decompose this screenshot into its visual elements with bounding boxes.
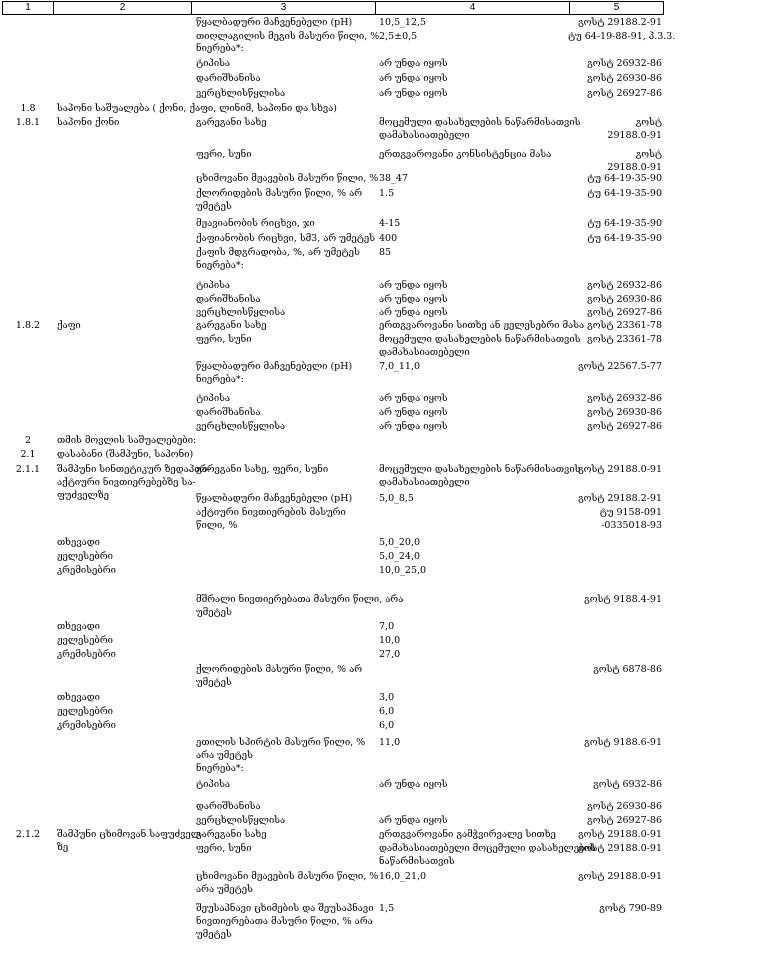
cell-c4: 10,0 (379, 635, 401, 646)
cell-c5: გოსტ 26927-86 (587, 421, 662, 432)
cell-c2: ზე (57, 842, 69, 853)
cell-c3: დარიშხანისა (196, 801, 261, 812)
cell-c3: შეუსაპნავი ცხიმების და შეუსაპნავი (196, 903, 374, 914)
cell-c4: არ უნდა იყოს (379, 779, 448, 790)
cell-c3: არა უმეტეს (196, 884, 253, 895)
cell-c4: დამახასიათებელი მოცემული დასახელების (379, 843, 596, 854)
cell-c4: არ უნდა იყოს (379, 280, 448, 291)
cell-c4: მოცემული დასახელების ნაწარმისათვის (379, 334, 581, 345)
cell-c5: გოსტ 29188.2-91 (578, 17, 662, 28)
cell-c5: გოსტ 9188.6-91 (584, 737, 662, 748)
cell-c4: დამახასიათებელი (379, 477, 470, 488)
cell-c3: ეთილის სპირტის მასური წილი, % (196, 737, 366, 748)
cell-c3: ქაფიანობის რიცხვი, სმ3, არ უმეტეს (196, 233, 375, 244)
cell-c4: 85 (379, 247, 392, 258)
cell-c4: არ უნდა იყოს (379, 58, 448, 69)
cell-c5: გოსტ 9188.4-91 (584, 594, 662, 605)
cell-c4: 16,0_21,0 (379, 871, 427, 882)
cell-c3: უმეტეს (196, 929, 232, 940)
cell-c3: უმეტეს (196, 607, 232, 618)
cell-c5: 29188.0-91 (607, 162, 662, 173)
cell-c2: თმის მოვლის საშუალებები: (57, 435, 197, 446)
cell-c4: ერთგვაროვანი გამჭვირვალე სითხე (379, 829, 556, 840)
cell-c3: ნიერება*: (196, 374, 244, 385)
cell-c4: 10,5_12,5 (379, 17, 427, 28)
cell-c2: თხევადი (57, 537, 100, 548)
cell-c2: დასაბანი (შამპუნი, საპონი) (57, 449, 194, 460)
cell-c4: მოცემული დასახელების ნაწარმისათვის (379, 117, 581, 128)
cell-c3: ვერცხლისწყლისა (196, 88, 286, 99)
cell-c4: 3,0 (379, 692, 395, 703)
cell-c5: გოსტ (635, 117, 662, 128)
cell-c3: ქლორიდების მასური წილი, % არ (196, 188, 363, 199)
cell-c4: 7,0_11,0 (379, 361, 421, 372)
cell-c4: 38_47 (379, 173, 408, 184)
cell-c4: დამახასიათებელი (379, 347, 470, 358)
cell-c4: ერთგვაროვანი კონსისტენცია მასა (379, 149, 552, 160)
cell-c3: დარიშხანისა (196, 294, 261, 305)
cell-c3: ქლორიდების მასური წილი, % არ (196, 664, 363, 675)
cell-c3: გარეგანი სახე (196, 320, 267, 331)
cell-c3: ვერცხლისწყლისა (196, 307, 286, 318)
cell-c4: ნაწარმისათვის (379, 856, 455, 867)
cell-c5: -0335018-93 (601, 520, 662, 531)
cell-c3: ნიერება*: (196, 260, 244, 271)
cell-c4: არ უნდა იყოს (379, 307, 448, 318)
cell-c5: ტუ 9158-091 (599, 507, 662, 518)
cell-c5: ტუ 64-19-35-90 (587, 188, 662, 199)
cell-c4: არ უნდა იყოს (379, 815, 448, 826)
cell-c3: მშრალი ნივთიერებათა მასური წილი, არა (196, 594, 404, 605)
cell-c2: ჟელესებრი (57, 706, 113, 717)
cell-c5: გოსტ 29188.0-91 (578, 843, 662, 854)
cell-c2: ჟელესებრი (57, 551, 113, 562)
cell-c2: აქტიური ნივთიერებებზე სა- (57, 477, 196, 488)
cell-c3: ნიერება*: (196, 43, 244, 54)
cell-c3: ცხიმოვანი მჟავების მასური წილი, % (196, 871, 379, 882)
cell-c5: გოსტ 26927-86 (587, 307, 662, 318)
cell-c5: გოსტ 29188.2-91 (578, 493, 662, 504)
cell-c5: გოსტ 26930-86 (587, 294, 662, 305)
cell-c2: ქაფი (57, 320, 81, 331)
cell-c3: უმეტეს (196, 677, 232, 688)
cell-c5: გოსტ 23361-78 (587, 320, 662, 331)
cell-c5: გოსტ 22567.5-77 (578, 361, 662, 372)
col-header-5: 5 (613, 2, 620, 13)
cell-c2: შამპუნი ცხიმოვან საფუძველ- (57, 829, 205, 840)
cell-c3: დარიშხანისა (196, 73, 261, 84)
cell-c4: 11,0 (379, 737, 401, 748)
cell-c2: ფუძველზე (57, 490, 109, 501)
cell-c2: შამპუნი სინთეტიკურ ზედაპირ- (57, 464, 211, 475)
cell-c4: 5,0_24,0 (379, 551, 421, 562)
cell-c5: გოსტ 26927-86 (587, 815, 662, 826)
cell-c3: თიღლაგილის მეგის მასური წილი, % (196, 31, 380, 42)
cell-c2: თხევადი (57, 692, 100, 703)
cell-c3: ტიპისა (196, 393, 231, 404)
cell-c4: 4-15 (379, 218, 401, 229)
cell-c4: 7,0 (379, 621, 395, 632)
cell-c4: არ უნდა იყოს (379, 294, 448, 305)
cell-c4: ერთგვაროვანი სითხე ან ჟელესებრი მასა (379, 320, 585, 331)
cell-c3: აქტიური ნივთიერების მასური (196, 507, 346, 518)
cell-c3: ფერი, სუნი (196, 334, 252, 345)
cell-c5: გოსტ 26927-86 (587, 88, 662, 99)
cell-c3: წყალბადური მაჩვენებელი (pH) (196, 17, 353, 28)
cell-c1: 1.8.1 (15, 117, 41, 128)
cell-c5: ტუ 64-19-35-90 (587, 233, 662, 244)
cell-c5: გოსტ 26932-86 (587, 58, 662, 69)
cell-c5: გოსტ (635, 149, 662, 160)
cell-c5: გოსტ 26930-86 (587, 407, 662, 418)
cell-c4: 5,0_20,0 (379, 537, 421, 548)
cell-c5: ტუ 64-19-35-90 (587, 218, 662, 229)
cell-c4: არ უნდა იყოს (379, 73, 448, 84)
cell-c3: გარეგანი სახე, ფერი, სუნი (196, 464, 329, 475)
col-header-2: 2 (54, 2, 192, 14)
cell-c5: გოსტ 26930-86 (587, 801, 662, 812)
cell-c5: გოსტ 26932-86 (587, 280, 662, 291)
cell-c5: გოსტ 29188.0-91 (578, 829, 662, 840)
table-header (2, 1, 664, 15)
cell-c1: 1.8 (20, 103, 36, 114)
col-header-4: 4 (376, 2, 570, 14)
cell-c4: 6,0 (379, 706, 395, 717)
col-header-1: 1 (3, 2, 54, 14)
cell-c4: 6,0 (379, 720, 395, 731)
cell-c5: გოსტ 6878-86 (593, 664, 662, 675)
cell-c4: 5,0_8,5 (379, 493, 414, 504)
cell-c2: საპონი ქონი (57, 117, 120, 128)
cell-c3: ფერი, სუნი (196, 843, 252, 854)
cell-c3: ტიპისა (196, 779, 231, 790)
cell-c2: ჟელესებრი (57, 635, 113, 646)
cell-c3: ფერი, სუნი (196, 149, 252, 160)
cell-c3: ვერცხლისწყლისა (196, 421, 286, 432)
cell-c5: გოსტ 29188.0-91 (578, 871, 662, 882)
cell-c3: მჟავიანობის რიცხვი, ჯი (196, 218, 315, 229)
cell-c1: 2.1.2 (15, 829, 41, 840)
cell-c2: კრემისებრი (57, 565, 116, 576)
cell-c1: 2.1 (20, 449, 36, 460)
cell-c5: გოსტ 23361-78 (587, 334, 662, 345)
cell-c4: არ უნდა იყოს (379, 407, 448, 418)
cell-c5: ტუ 64-19-35-90 (587, 173, 662, 184)
cell-c3: უმეტეს (196, 201, 232, 212)
cell-c2: თხევადი (57, 621, 100, 632)
cell-c5: გოსტ 6932-86 (593, 779, 662, 790)
cell-c3: ვერცხლისწყლისა (196, 815, 286, 826)
cell-c2: კრემისებრი (57, 649, 116, 660)
cell-c4: არ უნდა იყოს (379, 88, 448, 99)
cell-c1: 2 (24, 435, 32, 446)
cell-c3: ცხიმოვანი მჟავების მასური წილი, % (196, 173, 379, 184)
cell-c5: 29188.0-91 (607, 130, 662, 141)
cell-c5: გოსტ 26932-86 (587, 393, 662, 404)
cell-c3: გარეგანი სახე (196, 829, 267, 840)
cell-c2: კრემისებრი (57, 720, 116, 731)
cell-c5: გოსტ 29188.0-91 (578, 464, 662, 475)
cell-c3: ქაფის მდგრადობა, %, არ უმეტეს (196, 247, 360, 258)
cell-c3: გარეგანი სახე (196, 117, 267, 128)
cell-c4: არ უნდა იყოს (379, 393, 448, 404)
cell-c4: 27,0 (379, 649, 401, 660)
cell-c5: გოსტ 790-89 (599, 903, 662, 914)
cell-c3: არა უმეტეს (196, 750, 253, 761)
cell-c1: 1.8.2 (15, 320, 41, 331)
cell-c4: არ უნდა იყოს (379, 421, 448, 432)
cell-c4: დამახასიათებელი (379, 130, 470, 141)
cell-c3: ნივთიერებათა მასური წილი, % არა (196, 916, 373, 927)
cell-c3: წილი, % (196, 520, 238, 531)
cell-c5: გოსტ 26930-86 (587, 73, 662, 84)
cell-c3: ტიპისა (196, 58, 231, 69)
cell-c5: ტუ 64-19-88-91, პ.3.3. (568, 31, 676, 42)
col-header-3: 3 (192, 2, 376, 14)
cell-c1: 2.1.1 (15, 464, 41, 475)
cell-c3: დარიშხანისა (196, 407, 261, 418)
cell-c3: წყალბადური მაჩვენებელი (pH) (196, 493, 353, 504)
cell-c2: საპონი საშუალება ( ქონი, ქაფი, ლინიმ, საპონი და სხვა) (57, 103, 338, 114)
cell-c4: 1.5 (379, 188, 395, 199)
cell-c3: წყალბადური მაჩვენებელი (pH) (196, 361, 353, 372)
cell-c4: 2,5±0,5 (379, 31, 418, 42)
cell-c4: 10,0_25,0 (379, 565, 427, 576)
cell-c4: მოცემული დასახელების ნაწარმისათვის (379, 464, 581, 475)
cell-c4: 1,5 (379, 903, 395, 914)
cell-c3: ნიერება*: (196, 763, 244, 774)
cell-c4: 400 (379, 233, 398, 244)
cell-c3: ტიპისა (196, 280, 231, 291)
